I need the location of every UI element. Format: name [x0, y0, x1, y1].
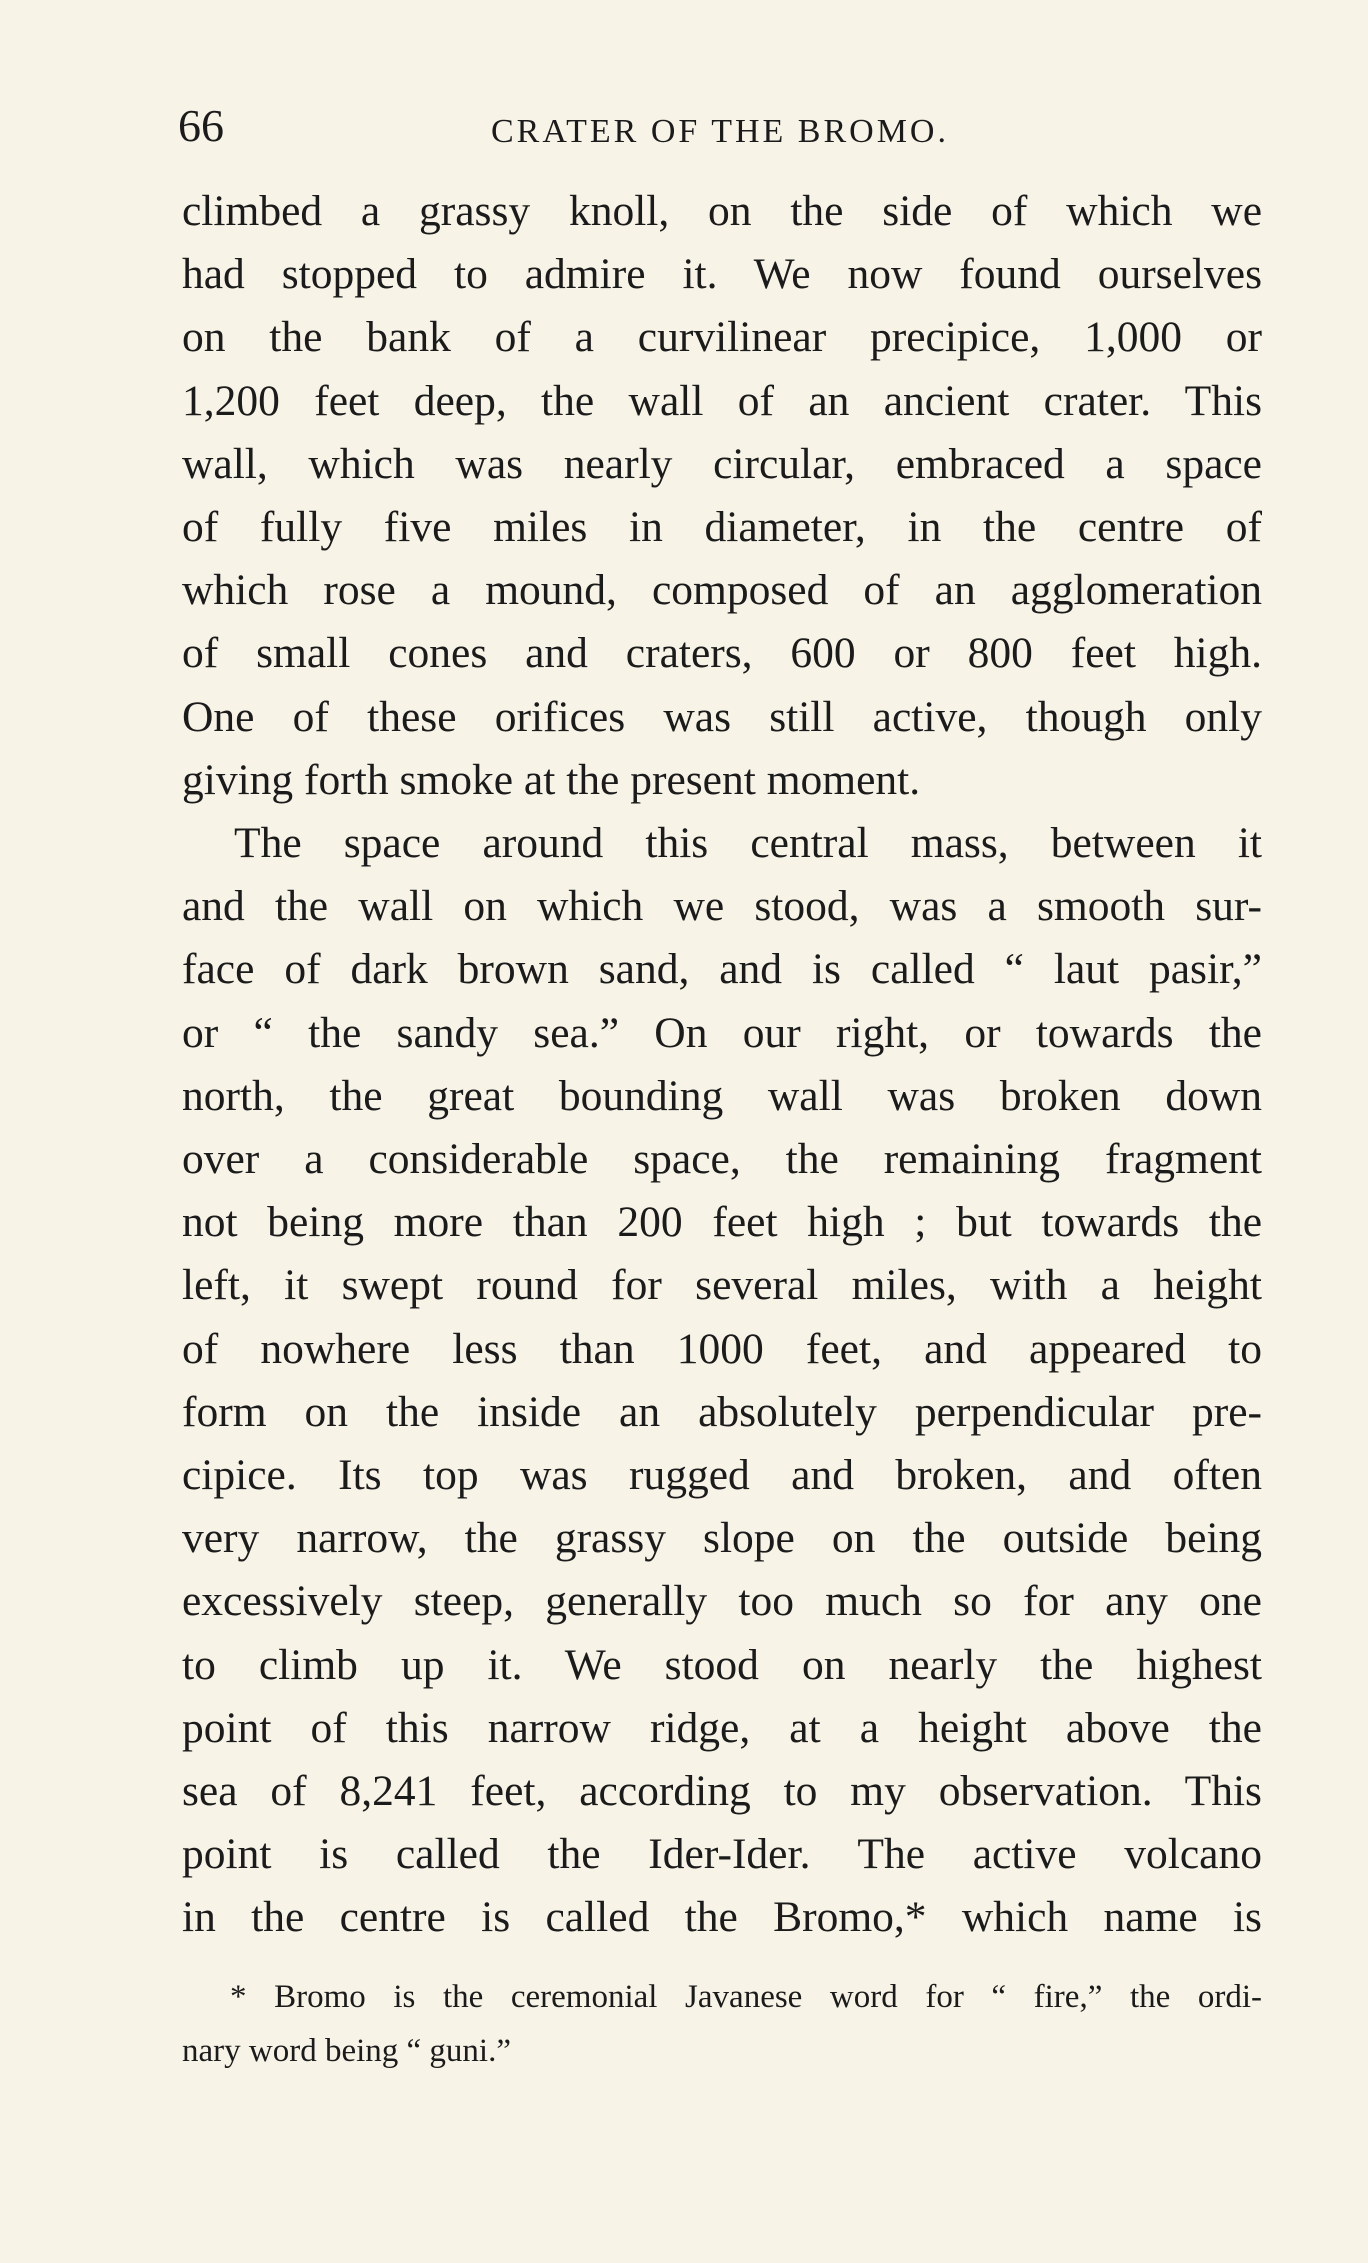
- text-line: giving forth smoke at the present moment.: [182, 755, 921, 804]
- paragraph-2: [182, 812, 1262, 1950]
- text-line: form on the inside an absolutely perpendicular pre-: [182, 1387, 1262, 1436]
- text-line: 1,200 feet deep, the wall of an ancient crater. This: [182, 376, 1262, 425]
- footnote-line: * Bromo is the ceremonial Javanese word for “ fire,” the ordi-: [230, 1979, 1262, 2015]
- text-line: of nowhere less than 1000 feet, and appeared to: [182, 1324, 1262, 1373]
- text-line: of fully five miles in diameter, in the centre of: [182, 503, 1262, 552]
- text-line: had stopped to admire it. We now found ourselves: [182, 250, 1262, 299]
- text-line: wall, which was nearly circular, embraced a space: [182, 439, 1262, 488]
- text-line: very narrow, the grassy slope on the outside being: [182, 1514, 1262, 1563]
- text-line: The space around this central mass, between it: [234, 819, 1262, 868]
- text-line: on the bank of a curvilinear precipice, 1,000 or: [182, 313, 1262, 362]
- footnote: [182, 1970, 1262, 2078]
- text-line: cipice. Its top was rugged and broken, and often: [182, 1451, 1262, 1500]
- page-number: 66: [178, 100, 224, 151]
- text-line: to climb up it. We stood on nearly the highest: [182, 1640, 1262, 1689]
- text-line: face of dark brown sand, and is called “ laut pasir,”: [182, 945, 1262, 994]
- text-line: sea of 8,241 feet, according to my observation. This: [182, 1767, 1262, 1816]
- text-line: One of these orifices was still active, though only: [182, 692, 1262, 741]
- text-line: which rose a mound, composed of an agglomeration: [182, 566, 1262, 615]
- footnote-line: nary word being “ guni.”: [182, 2033, 511, 2069]
- text-line: of small cones and craters, 600 or 800 feet high.: [182, 629, 1262, 678]
- text-line: in the centre is called the Bromo,* which name is: [182, 1893, 1262, 1942]
- running-title: CRATER OF THE BROMO.: [491, 113, 949, 150]
- text-line: over a considerable space, the remaining fragment: [182, 1135, 1262, 1184]
- text-line: climbed a grassy knoll, on the side of which we: [182, 187, 1262, 235]
- text-line: point is called the Ider-Ider. The active volcano: [182, 1830, 1262, 1879]
- text-line: or “ the sandy sea.” On our right, or towards the: [182, 1008, 1262, 1057]
- running-head: [178, 96, 1262, 156]
- body-text: [182, 180, 1262, 1950]
- text-line: excessively steep, generally too much so for any one: [182, 1577, 1262, 1626]
- text-line: point of this narrow ridge, at a height above the: [182, 1703, 1262, 1752]
- text-line: north, the great bounding wall was broken down: [182, 1071, 1262, 1120]
- text-line: left, it swept round for several miles, with a height: [182, 1261, 1262, 1310]
- text-line: and the wall on which we stood, was a smooth sur-: [182, 882, 1262, 931]
- text-line: not being more than 200 feet high ; but towards the: [182, 1198, 1262, 1247]
- paragraph-1: [182, 180, 1262, 812]
